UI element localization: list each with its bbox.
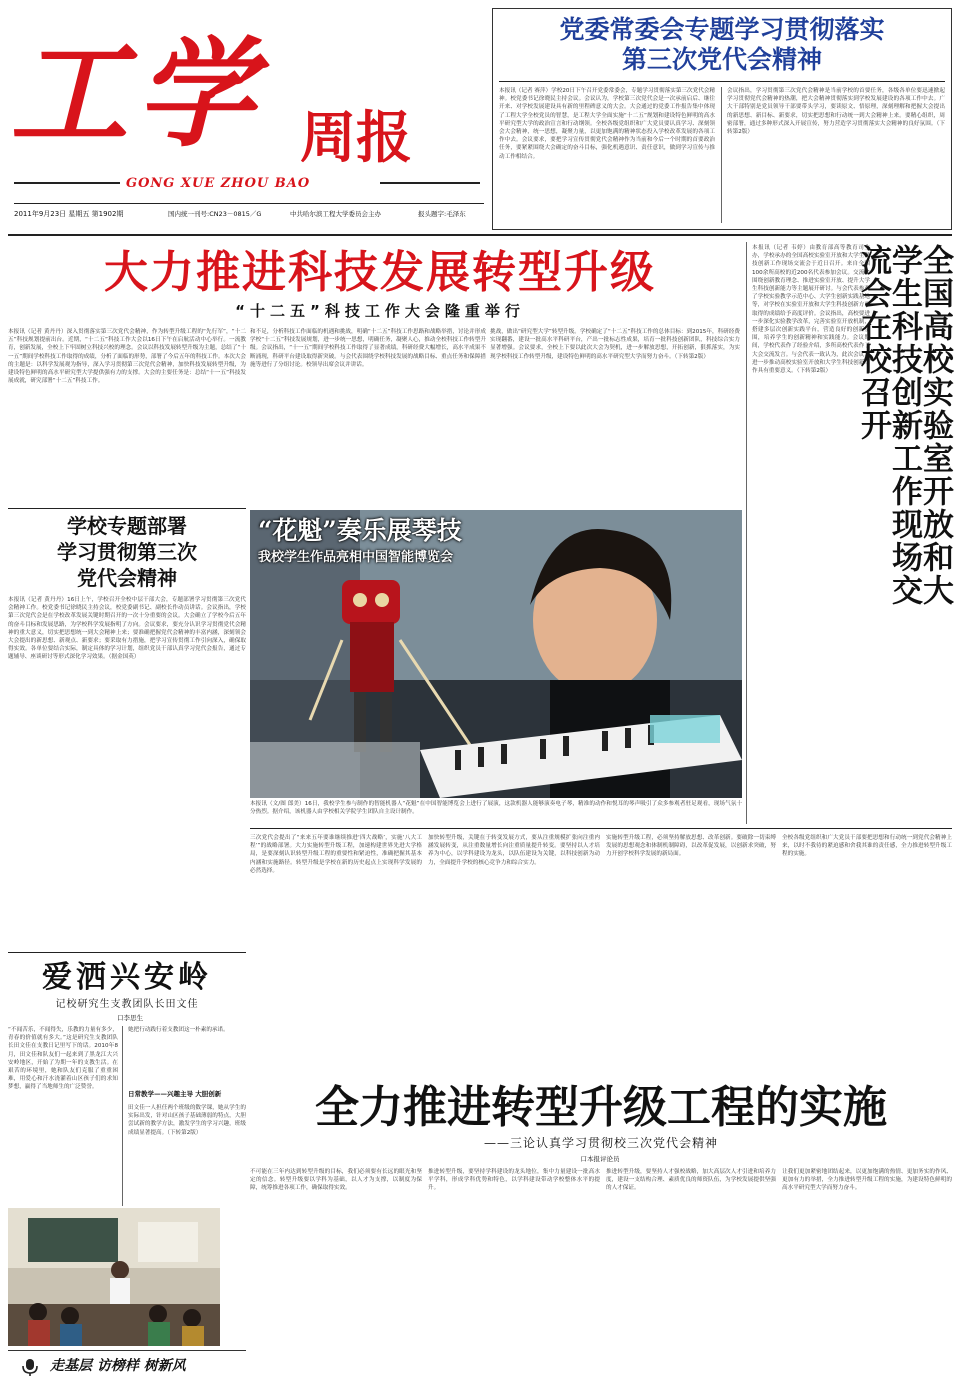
masthead — [0, 0, 490, 232]
masthead-pinyin: GONG XUE ZHOU BAO — [126, 176, 311, 191]
commentary-upper-col3: 实施转型升级工程，必须坚持解放思想、改革创新。要破除一切束缚发展的思想观念和体制机制障碍，以改革促发展，以创新求突破，努力开创学校科学发展的新局面。 — [606, 835, 776, 858]
lead-col3: 挑战，做出“研究型大学”转型升级。学校确定了“十二五”科技工作的总体目标：到2015年，科研经费实现翻番，建设一批高水平科研平台，产出一批标志性成果，培育一批科技创新团队，科技综合实力显著增强。会议要求，全校上下要以此次大会为契机，进一步解放思想，开拓创新，狠抓落实，为实现学校科技工作转型升级，建设特色鲜明的高水平研究型大学而努力奋斗。（下转第2版） — [490, 329, 740, 360]
feature-title: 爱洒兴安岭 — [42, 960, 212, 995]
school-study-title-line1: 学校专题部署 — [67, 514, 187, 538]
photo-title: “花魁”奏乐展琴技 — [258, 516, 462, 545]
classroom-photo — [8, 1208, 220, 1346]
right-col-headline: 全国高校实验室开放和大学生科技创新工作现场交流会在校召开 — [855, 244, 953, 607]
photo-subtitle: 我校学生作品亮相中国智能博览会 — [258, 550, 454, 565]
top-box-divider — [499, 81, 945, 82]
right-col-body: 本报讯（记者 韦婷）由教育部高等教育司主办，学校承办的全国高校实验室开放和大学生科技创新工作现场交流会于近日召开。来自全国100余所高校的近200名代表参加会议。交流会围绕创新教育理念、推进实验室开放、提升大学生科技创新能力等主题展开研讨。与会代表参观了学校实验教学示范中心、大学生创新实践基地等，对学校在实验室开放和大学生科技创新方面取得的成绩给予高度评价。会议指出，高校要进一步深化实验教学改革，完善实验室开放机制，搭建多层次创新实践平台，营造良好的创新氛围，培养学生的创新精神和实践能力。会议期间，学校代表作了经验介绍，多所高校代表作了大会交流发言。与会代表一致认为，此次会议对进一步推动高校实验室开放和大学生科技创新工作具有重要意义。（下转第2版） — [752, 245, 870, 375]
lead-col2: 和不足，分析科技工作面临的机遇和挑战，明确“十二五”科技工作思路和战略举措，讨论并形成学校“十二五”科技发展规划，进一步统一思想，明确任务，凝聚人心，推动全校科技工作转型升级。会议指出，“十一五”期间学校科技工作取得了显著成绩，科研经费大幅增长，高水平成果不断涌现，科研平台建设取得新突破。与会代表围绕学校科技发展的战略目标、重点任务和保障措施等进行了分组讨论。校领导出席会议并讲话。 — [250, 329, 486, 368]
commentary-upper-col2: 加快转型升级，关键在于转变发展方式，要从注重规模扩张向注重内涵发展转变，从注重数量增长向注重质量提升转变。要坚持以人才培养为中心，以学科建设为龙头，以队伍建设为关键，以科技创新为动力，全面提升学校的核心竞争力和综合实力。 — [428, 835, 600, 866]
commentary-byline: 口本报评论员 — [580, 1155, 620, 1163]
right-col-rule — [746, 242, 747, 824]
issue-serial: 国内统一刊号:CN23－0815／G — [168, 210, 262, 218]
commentary-upper-col1: 三次党代会提出了“来来五年要谁继续推进‘四大战略’，实施‘八大工程’”的战略部署。大力实施转型升级工程，加速构建世界先进大学格局，是要深刻认识转型升级工程的重要性和紧迫性，准确把握其基本内涵和实施路径。转型升级是学校在新的历史起点上实现科学发展的必然选择。 — [250, 835, 422, 874]
feature-side-heading: 日常教学——兴趣主导 大胆创新 — [128, 1090, 222, 1098]
feature-body: “不闻苦乐，不闻得失，乐教的力量有多少，青春的价值就有多大。”这是研究生支教团队长田文佳在支教日记里写下的话。2010年8月，田文佳和队友们一起来到了黑龙江大兴安岭地区，开始了为期一年的支教生活。在艰苦的环境里，她和队友们克服了重重困难，用爱心和汗水浇灌着山区孩子们的求知梦想，赢得了当地师生的广泛赞誉。 — [8, 1027, 118, 1091]
masthead-bottom-rule — [8, 234, 952, 236]
lead-col1: 本报讯（记者 黄丹丹）深入贯彻落实第三次党代会精神，作为转型升级工程的“先行军”，“十二五”科技规划提前出台。近期，“十二五”科技工作大会以16日下午在启航活动中心举行。一流教育，创新发展，全校上下牢固树立科技兴校的理念。会议以科技发展转型升级为主题，总结了“十一五”期间学校科技工作取得的成绩，分析了面临的形势，部署了今后五年的科技工作。本次大会的主题是：以科学发展观为指导，深入学习贯彻第三次党代会精神，加快科技发展转型升级，为建设特色鲜明的高水平研究型大学提供强有力的支撑。大会的主要任务是：总结“十一五”科技发展成就，研究部署“十二五”科技工作。 — [8, 329, 246, 385]
commentary-lower-col4: 让我们更加紧密地团结起来，以更加饱满的热情、更加务实的作风、更加有力的举措，全力推进转型升级工程的实施，为建设特色鲜明的高水平研究型大学而努力奋斗。 — [782, 1169, 952, 1192]
photo-caption: 本报讯（文/图 郎美）16日，我校学生参与制作的智能机器人“花魁”在中国智能博览会上进行了展演，这款机器人能够演奏电子琴，精准的动作和悦耳的琴声吸引了众多参观者驻足观看，现场气氛十分热烈。据介绍，该机器人由学校相关学院学生团队自主设计制作。 — [250, 801, 742, 816]
robot-piano-photo — [250, 510, 742, 798]
feature-side-text1: 她把行动践行着支教团这一朴素的承诺。 — [128, 1027, 229, 1033]
masthead-rule-right — [380, 182, 480, 184]
masthead-rule-mid — [14, 203, 484, 204]
top-box-title-line2: 第三次党代会精神 — [621, 45, 822, 74]
masthead-name: 周报 — [300, 106, 412, 171]
classroom-illustration — [8, 1208, 220, 1346]
feature-col-rule — [122, 1026, 123, 1206]
top-box-col2: 会议指出，学习贯彻第三次党代会精神是当前学校的首要任务，各级各单位要迅速掀起学习贯彻党代会精神的热潮，把大会精神贯彻落实到学校发展建设的各项工作中去。广大干部特别是党员领导干部要带头学习，要读原文、悟原理，深刻理解和把握大会提出的新思想、新目标、新要求，切实把思想和行动统一到大会精神上来。要精心组织，周密部署，通过多种形式深入开展宣传，努力营造学习贯彻落实大会精神的良好氛围。（下转第2版） — [727, 88, 945, 136]
commentary-subheadline: ——三论认真学习贯彻校三次党代会精神 — [483, 1136, 718, 1150]
lead-headline: 大力推进科技发展转型升级 — [104, 247, 656, 298]
school-study-title-line2: 学习贯彻第三次 — [57, 540, 197, 564]
feature-side-text2: 田文佳一人担任两个班级的数学课，她从学生的实际出发，针对山区孩子基础薄弱的特点，大胆尝试新的教学方法，激发学生的学习兴趣，班级成绩显著提高。（下转第2版） — [128, 1105, 246, 1136]
feature-author: 口李思生 — [117, 1014, 143, 1022]
commentary-headline: 全力推进转型升级工程的实施 — [315, 1082, 887, 1133]
footer-label: 走基层 访榜样 树新风 — [50, 1358, 186, 1374]
issue-editor: 报头题字:毛泽东 — [418, 210, 466, 218]
masthead-logo: 工学 — [10, 24, 263, 163]
commentary-lower-col3: 推进转型升级，要坚持人才强校战略，加大高层次人才引进和培养力度，建设一支结构合理、素质优良的师资队伍，为学校发展提供坚强的人才保证。 — [606, 1169, 776, 1192]
commentary-upper-col4: 全校各级党组织和广大党员干部要把思想和行动统一到党代会精神上来，以时不我待的紧迫感和舍我其谁的责任感，全力推进转型升级工程的实施。 — [782, 835, 952, 858]
school-study-body: 本报讯（记者 黄丹丹）16日上午，学校召开全校中层干部大会，专题部署学习贯彻第三次党代会精神工作。校党委书记徐晓民主持会议，校党委副书记、副校长作动员讲话。会议指出，学校第三次党代会是在学校改革发展关键时期召开的一次十分重要的会议。大会确立了学校今后五年的奋斗目标和发展思路，为学校科学发展指明了方向。会议要求，要充分认识学习贯彻党代会精神的重大意义，切实把思想统一到大会精神上来；要准确把握党代会精神的丰富内涵，深刻领会大会提出的新思想、新观点、新要求；要采取有力措施，把学习宣传贯彻工作引向深入，确保取得实效。各单位要结合实际，制定具体的学习计划，组织党员干部认真学习党代会报告，通过专题辅导、座谈研讨等形式深化学习效果。（据金国英） — [8, 597, 246, 661]
school-study-title-line3: 党代会精神 — [77, 566, 177, 590]
footer-mic-icon — [16, 1357, 44, 1377]
top-box-col1: 本报讯（记者 赛萍）学校20日下午召开党委常委会，专题学习贯彻落实第三次党代会精神。校党委书记徐晓民主持会议。会议认为，学校第三次党代会是一次承前启后、继往开来、对学校发展建设具有新的里程碑意义的大会。大会通过的党委工作报告集中体现了工程大学全校党员的智慧，是工程大学全面实施“十二五”规划和建设特色鲜明的高水平研究型大学的政治宣言和行动纲领。全校各级党组织和广大党员要认真学习、深刻领会大会精神，统一思想，凝聚力量，以更加饱满的精神状态投入学校改革发展的各项工作中去。会议要求，要把学习宣传贯彻党代会精神作为当前和今后一个时期的首要政治任务，要紧紧围绕大会确定的奋斗目标，强化机遇意识、责任意识，做到学习宣传与推动工作相结合。 — [499, 88, 715, 160]
top-box — [492, 8, 952, 230]
left-section-rule — [8, 508, 246, 509]
top-box-col-rule — [721, 87, 722, 223]
commentary-lower-col2: 推进转型升级，要坚持学科建设的龙头地位，集中力量建设一批高水平学科，形成学科优势和特色，以学科建设带动学校整体水平的提升。 — [428, 1169, 600, 1192]
feature-subtitle: 记校研究生支教团队长田文佳 — [55, 999, 199, 1010]
feature-rule — [8, 952, 246, 953]
footer-banner — [8, 1350, 246, 1380]
issue-date: 2011年9月23日 星期五 第1902期 — [14, 210, 124, 218]
top-box-title-line1: 党委常委会专题学习贯彻落实 — [559, 15, 885, 44]
lead-subheadline: “十二五”科技工作大会隆重举行 — [235, 302, 525, 320]
mid-rule — [250, 828, 952, 829]
issue-publisher: 中共哈尔滨工程大学委员会主办 — [290, 210, 381, 218]
commentary-lower-col1: 不可能在三年内达到转型升级的目标，我们必须要有长远的眼光和坚定的信念。转型升级要以学科为基础，以人才为支撑，以制度为保障，统筹推进各项工作，确保取得实效。 — [250, 1169, 422, 1192]
masthead-rule-top — [14, 182, 120, 184]
